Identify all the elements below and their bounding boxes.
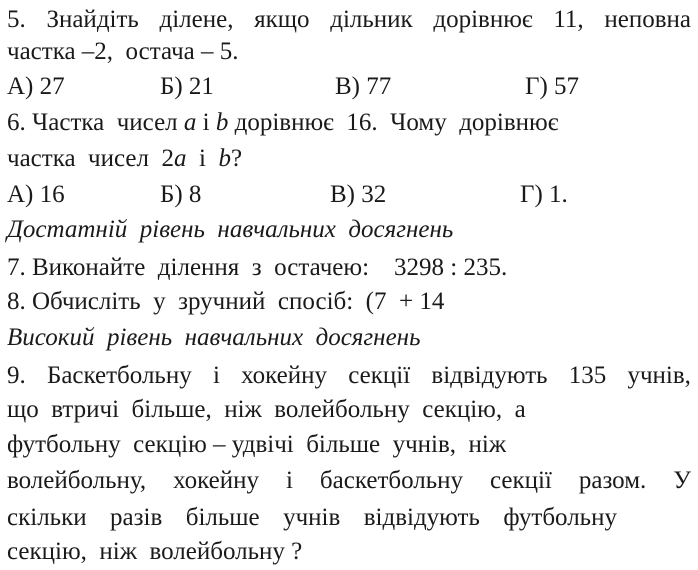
q6-variable-a: a (183, 109, 197, 136)
q6-option-d: Г) 1. (520, 181, 568, 208)
q6-text: і (186, 145, 219, 172)
q9-word: скільки (7, 504, 87, 531)
q6-text: 6. Частка чисел (7, 109, 184, 136)
q5-word: неповна (604, 6, 691, 33)
q9-line-3: футбольну секцію – удвічі більше учнів, ніж (7, 431, 507, 458)
q5-word: дільник (330, 6, 413, 33)
q5-option-d: Г) 57 (525, 73, 580, 100)
q5-option-a: А) 27 (7, 73, 65, 100)
q9-line-6: секцію, ніж волейбольну ? (7, 538, 303, 565)
q9-word: У (673, 467, 691, 494)
section-heading-sufficient: Достатній рівень навчальних досягнень (7, 216, 454, 243)
q6-text: і (196, 109, 216, 136)
q9-word: волейбольну, (7, 467, 147, 494)
q6-line-2 (7, 144, 242, 174)
q9-line-5 (7, 503, 617, 533)
q6-variable-a: a (173, 145, 187, 172)
q9-word: Баскетбольну (46, 362, 192, 389)
q6-text: ? (230, 145, 243, 172)
q9-line-2: що втричі більше, ніж волейбольну секцію, а (7, 396, 526, 423)
q5-word: Знайдіть (46, 6, 139, 33)
q9-word: баскетбольну (319, 467, 464, 494)
q9-line-1 (7, 361, 691, 391)
q5-word: дорівнює (433, 6, 533, 33)
q6-option-b: Б) 8 (160, 181, 202, 208)
q9-word: 135 (568, 362, 607, 389)
q6-text: дорівнює 16. Чому дорівнює (228, 109, 559, 136)
q8-text: 8. Обчисліть у зручний спосіб: (7 + 14 (7, 288, 445, 315)
q9-word: відвідують (431, 362, 548, 389)
q9-line-4 (7, 466, 691, 496)
q5-option-c: В) 77 (335, 73, 392, 100)
q6-option-a: А) 16 (7, 181, 65, 208)
q9-word: секції (348, 362, 411, 389)
q5-line-2: частка –2, остача – 5. (7, 38, 239, 65)
q5-word: ділене, (159, 6, 234, 33)
q9-word: учнів, (627, 362, 691, 389)
q9-word: 9. (7, 362, 26, 389)
q9-word: відвідують (363, 504, 480, 531)
q6-text: частка чисел 2 (7, 145, 174, 172)
q9-word: хокейну (241, 362, 328, 389)
q6-variable-b: b (215, 109, 229, 136)
q9-word: учнів (283, 504, 341, 531)
q6-line-1 (7, 108, 558, 138)
q9-word: разів (110, 504, 163, 531)
q5-option-b: Б) 21 (160, 73, 214, 100)
q5-word: якщо (254, 6, 310, 33)
q9-word: більше (185, 504, 260, 531)
q9-word: секції (489, 467, 552, 494)
q7-text: 7. Виконайте ділення з остачею: 3298 : 235. (7, 254, 508, 281)
q9-word: і (212, 362, 220, 389)
section-heading-high: Високий рівень навчальних досягнень (7, 324, 421, 351)
q5-word: 11, (553, 6, 584, 33)
q9-word: футбольну (503, 504, 617, 531)
q6-variable-b: b (218, 145, 231, 172)
q6-option-c: В) 32 (330, 181, 387, 208)
q5-word: 5. (7, 6, 26, 33)
q9-word: хокейну (173, 467, 260, 494)
q9-word: разом. (578, 467, 647, 494)
q5-line-1 (7, 5, 691, 35)
q9-word: і (286, 467, 293, 494)
